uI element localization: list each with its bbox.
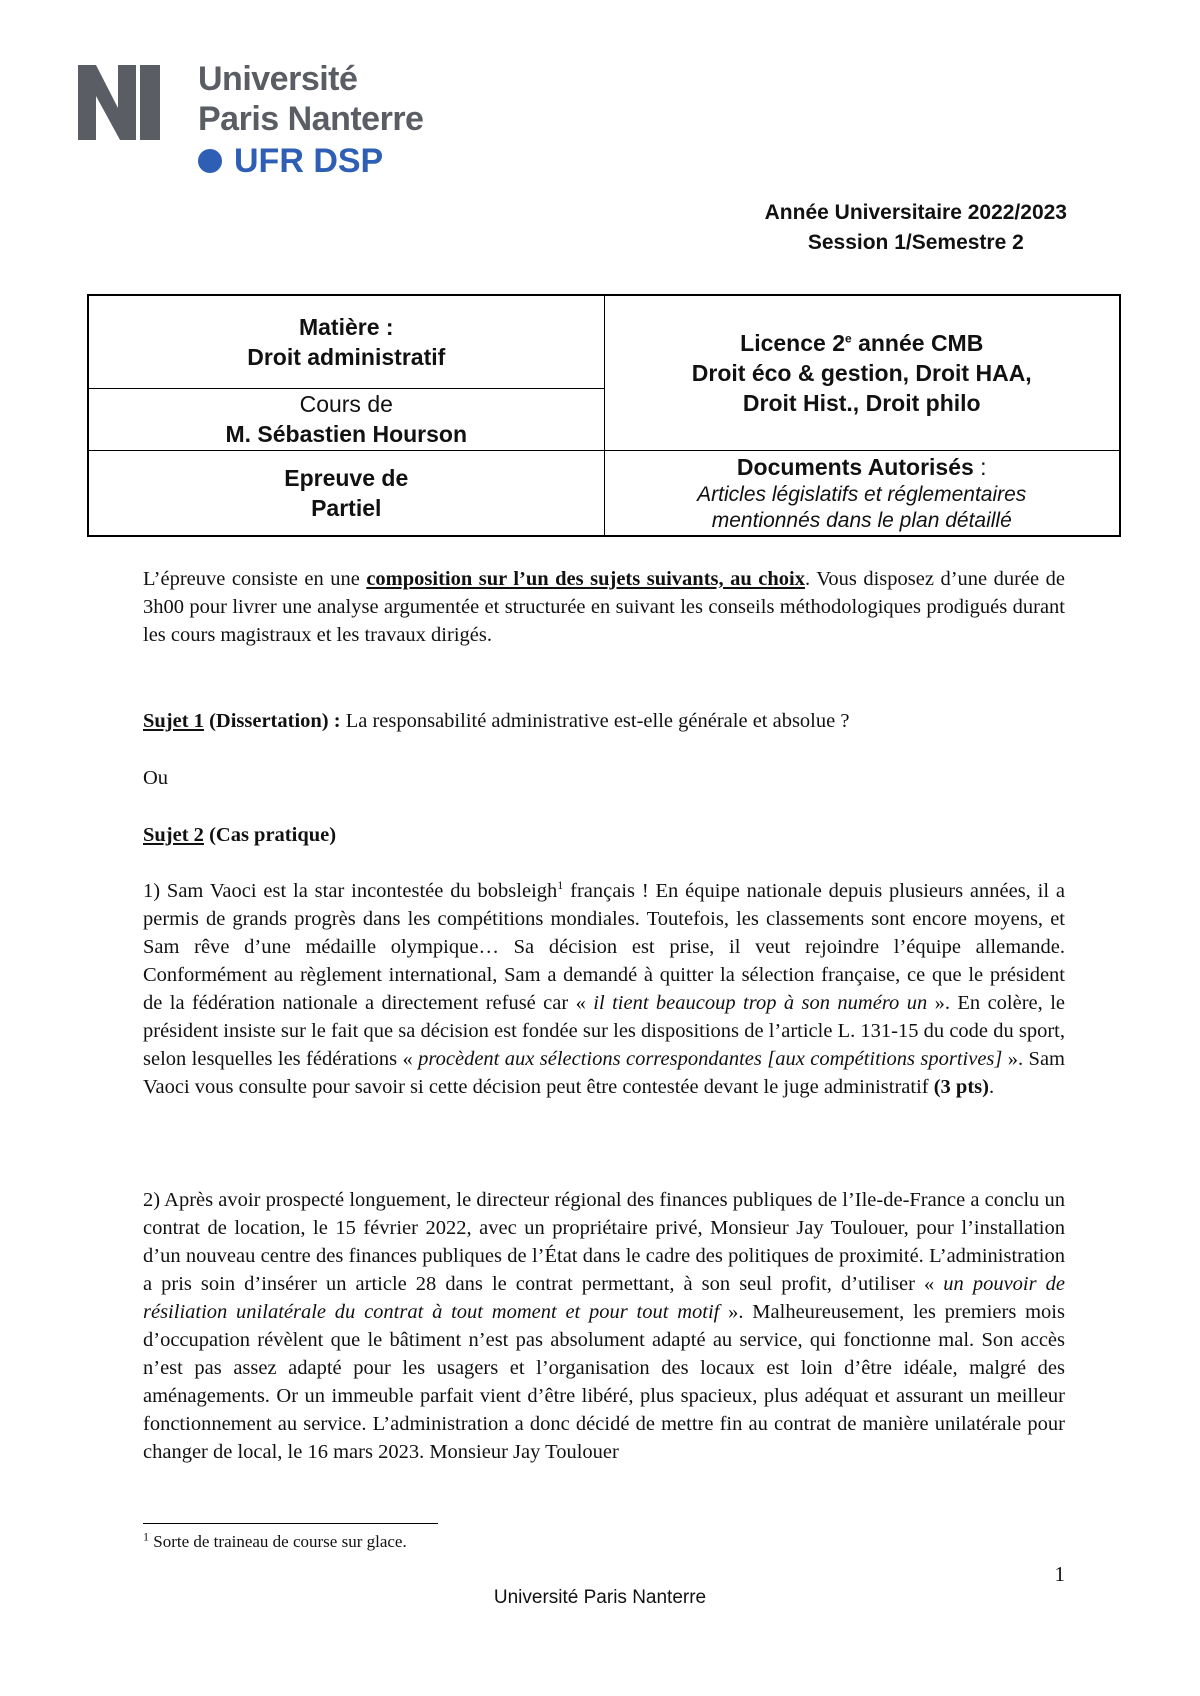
sujet2-type: (Cas pratique)	[203, 824, 337, 846]
cours-label: Cours de	[299, 391, 393, 417]
logo-university: Université	[198, 60, 358, 98]
ou-separator: Ou	[143, 767, 169, 789]
licence-line1: Licence 2e année CMB	[740, 329, 984, 356]
documents-title: Documents Autorisés :	[736, 453, 987, 480]
sujet1-text: La responsabilité administrative est-elle générale et absolue ?	[340, 710, 850, 732]
nanterre-n-logo-icon	[78, 60, 178, 150]
matiere-label: Matière :	[298, 313, 394, 340]
documents-line2: mentionnés dans le plan détaillé	[711, 508, 1012, 532]
sujet1-label: Sujet 1	[143, 710, 204, 732]
documents-cell	[604, 450, 1120, 536]
exam-info-table	[87, 294, 1121, 537]
intro-paragraph: L’épreuve consiste en une composition sur l’un des sujets suivants, au choix. Vous disposez d’une durée de 3h00 pour livrer une analyse argumentée et structurée en suivant les conseils méthodologiques prodigués durant les cours magistraux et les travaux dirigés.	[143, 568, 1065, 646]
page-footer: Université Paris Nanterre	[493, 1587, 707, 1608]
quote-president: il tient beaucoup trop à son numéro un	[593, 992, 928, 1014]
logo-paris-nanterre: Paris Nanterre	[198, 100, 424, 138]
sujet2	[143, 821, 1065, 849]
university-logo	[78, 60, 458, 185]
logo-ufr-text: UFR DSP	[234, 142, 384, 180]
sujet1	[143, 707, 1065, 735]
quote-article: procèdent aux sélections correspondantes [aux compétitions sportives]	[418, 1048, 1003, 1070]
logo-ufr	[198, 142, 383, 181]
page-number: 1	[1054, 1562, 1065, 1586]
licence-line3: Droit Hist., Droit philo	[742, 389, 981, 416]
footnote-ref: 1	[557, 878, 564, 893]
cours-value: M. Sébastien Hourson	[225, 421, 468, 447]
epreuve-cell	[88, 450, 604, 536]
academic-year-header	[765, 198, 1067, 258]
academic-year: Année Universitaire 2022/2023	[764, 201, 1067, 224]
intro-emphasis: composition sur l’un des sujets suivants, au choix	[366, 568, 805, 590]
q1-points: (3 pts)	[933, 1076, 989, 1098]
matiere-value: Droit administratif	[247, 343, 446, 370]
cours-cell	[88, 388, 604, 450]
licence-cell	[604, 295, 1120, 450]
sujet2-label: Sujet 2	[143, 824, 204, 846]
footnote-divider	[143, 1523, 438, 1524]
matiere-cell	[88, 295, 604, 388]
quote-contract: un pouvoir de résiliation unilatérale du contrat à tout moment et pour tout motif	[143, 1273, 1065, 1323]
epreuve-line1: Epreuve de	[284, 464, 409, 491]
blue-dot-icon	[198, 149, 222, 173]
session: Session 1/Semestre 2	[807, 231, 1024, 254]
licence-line2: Droit éco & gestion, Droit HAA,	[691, 359, 1032, 386]
epreuve-line2: Partiel	[311, 494, 382, 521]
question-1: 1) Sam Vaoci est la star incontestée du bobsleigh$^1$ français ! En équipe nationale depuis plusieurs années, il a permis de grands progrès dans les compétitions mondiales. Toutefois, les classements sont encore moyens, et Sam rêve d’une médaille olympique… Sa décision est prise, il veut rejoindre l’équipe allemande. Conformément au règlement international, Sam a demandé à quitter la sélection française, ce que le président de la fédération nationale a directement refusé car « il tient beaucoup trop à son numéro un ». En colère, le président insiste sur le fait que sa décision est fondée sur les dispositions de l’article L. 131-15 du code du sport, selon lesquelles les fédérations « procèdent aux sélections correspondantes [aux compétitions sportives] ». Sam Vaoci vous consulte pour savoir si cette décision peut être contestée devant le juge administratif (3 pts).	[143, 878, 1065, 1098]
documents-line1: Articles législatifs et réglementaires	[697, 482, 1027, 506]
sujet1-type: (Dissertation) :	[203, 710, 341, 732]
footnote: $^1$ Sorte de traineau de course sur glace.	[143, 1529, 407, 1551]
question-2: 2) Après avoir prospecté longuement, le directeur régional des finances publiques de l’Ile-de-France a conclu un contrat de location, le 15 février 2022, avec un propriétaire privé, Monsieur Jay Toulouer, pour l’installation d’un nouveau centre des finances publiques de l’État dans le cadre des politiques de proximité. L’administration a pris soin d’insérer un article 28 dans le contrat permettant, à son seul profit, d’utiliser « un pouvoir de résiliation unilatérale du contrat à tout moment et pour tout motif ». Malheureusement, les premiers mois d’occupation révèlent que le bâtiment n’est pas absolument adapté au service, qui fonctionne mal. Son accès n’est pas assez adapté pour les usagers et l’organisation des locaux est loin d’être idéale, malgré des aménagements. Or un immeuble parfait vient d’être libéré, plus spacieux, plus adéquat et assurant un meilleur fonctionnement au service. L’administration a donc décidé de mettre fin au contrat de manière unilatérale pour changer de local, le 16 mars 2023. Monsieur Jay Toulouer	[143, 1189, 1065, 1463]
